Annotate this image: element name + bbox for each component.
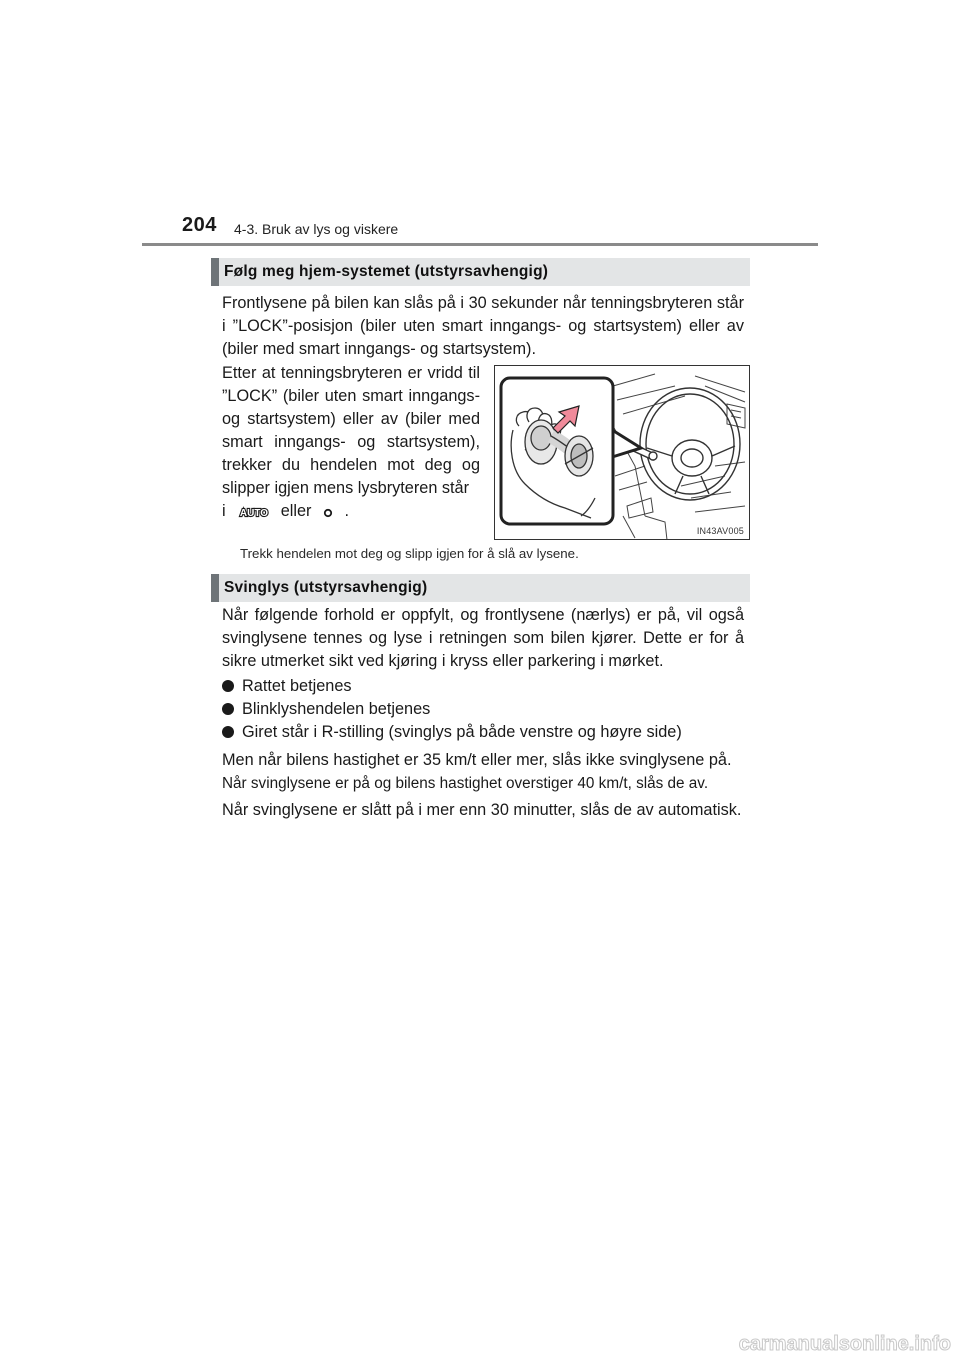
cornering-lights-intro: Når følgende forhold er oppfylt, og frontlysene (nærlys) er på, vil også svinglysene tennes og lyse i retningen som bilen kjører. Dette er for å sikre utmerket sikt ved kjøring i kryss eller parkering i mørket.	[222, 606, 744, 670]
header-divider	[142, 243, 818, 246]
list-item-text: Blinklyshendelen betjenes	[242, 700, 431, 718]
page-header	[0, 0, 960, 250]
section-title-bar-cornering-lights	[211, 574, 750, 602]
follow-me-home-intro: Frontlysene på bilen kan slås på i 30 sekunder når tenningsbryteren står i ”LOCK”-posisjon (biler uten smart inngangs- og startsystem) eller av (biler med smart inngangs- og startsystem).	[222, 294, 744, 358]
section-path: 4-3. Bruk av lys og viskere	[234, 221, 399, 237]
bullet-dot	[222, 703, 234, 715]
lever-illustration-drawing	[495, 366, 750, 540]
list-item	[222, 698, 430, 721]
auto-symbol-text: AUTO	[240, 507, 269, 518]
instruction-or: eller	[280, 502, 312, 520]
figure-code: IN43AV005	[696, 526, 744, 536]
watermark-text: carmanualsonline.info	[738, 1333, 951, 1354]
auto-headlight-icon	[236, 506, 272, 518]
list-item-text: Rattet betjenes	[242, 677, 352, 695]
bullet-dot	[222, 680, 234, 692]
list-item	[222, 675, 352, 698]
section-title: Svinglys (utstyrsavhengig)	[224, 579, 428, 596]
speed-on-text: Men når bilens hastighet er 35 km/t eller mer, slås ikke svinglysene på.	[222, 751, 732, 769]
speed-off-text: Når svinglysene er på og bilens hastighet overstiger 40 km/t, slås de av.	[222, 775, 709, 792]
follow-me-home-instruction	[222, 362, 480, 523]
lever-illustration	[494, 365, 750, 540]
bullet-dot	[222, 726, 234, 738]
instruction-end: .	[344, 502, 350, 520]
section-title-bar-follow-me-home	[211, 258, 750, 286]
section-accent	[211, 574, 219, 602]
section-title: Følg meg hjem-systemet (utstyrsavhengig)	[224, 263, 549, 280]
watermark	[623, 1332, 953, 1354]
list-item-text: Giret står i R-stilling (svinglys på både venstre og høyre side)	[242, 723, 682, 741]
figure-caption: Trekk hendelen mot deg og slipp igjen for å slå av lysene.	[240, 546, 579, 561]
page-number: 204	[182, 214, 217, 236]
instruction-text: Etter at tenningsbryteren er vridd til ”LOCK” (biler uten smart inngangs- og startsystem) eller av (biler med smart inngangs- og startsystem), trekker du hendelen mot deg og slipper igjen mens lysbryteren står	[222, 364, 480, 497]
section-accent	[211, 258, 219, 286]
list-item	[222, 721, 682, 744]
headlight-icon	[320, 504, 336, 520]
instruction-prefix: i	[222, 502, 226, 520]
timeout-text: Når svinglysene er slått på i mer enn 30 minutter, slås de av automatisk.	[222, 801, 742, 819]
